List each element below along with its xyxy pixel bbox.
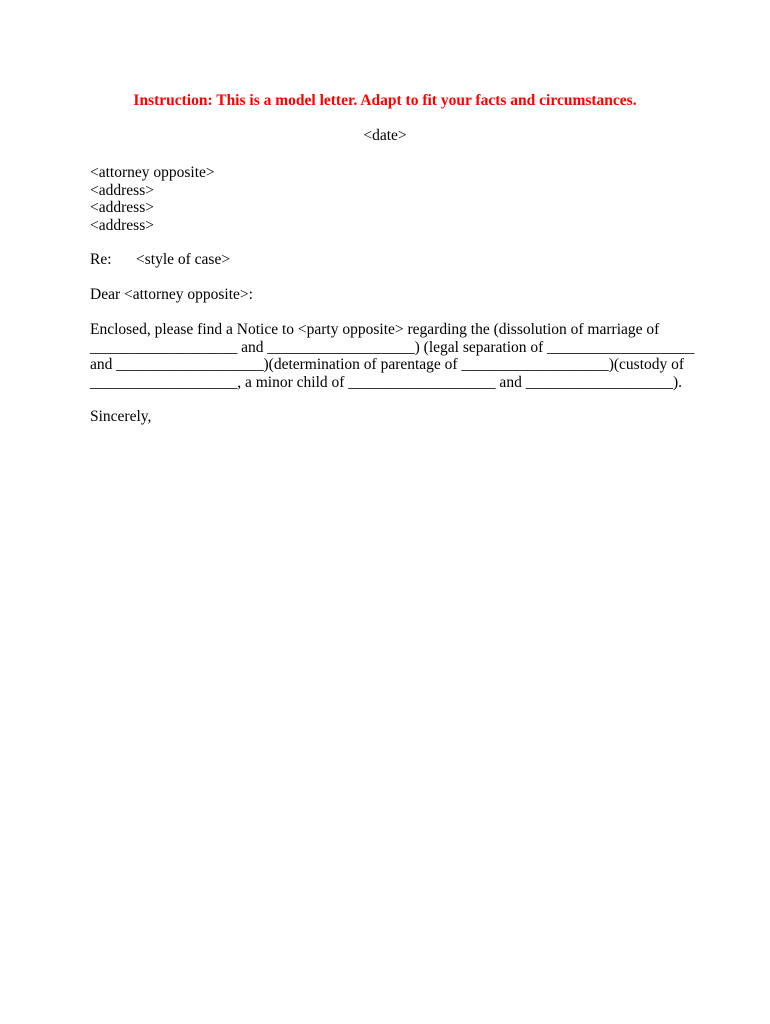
letter-date: <date> — [363, 127, 407, 144]
recipient-address-line-3: <address> — [90, 216, 154, 234]
re-label: Re: — [90, 251, 112, 268]
recipient-address-block — [90, 164, 680, 234]
recipient-address-line-2: <address> — [90, 199, 154, 216]
letter-body — [90, 321, 695, 391]
salutation: Dear <attorney opposite>: — [90, 286, 253, 303]
closing: Sincerely, — [90, 408, 152, 425]
body-line-3: and ___________________)(determination of parentage of ___________________)(custody of — [90, 356, 685, 373]
re-value: <style of case> — [136, 251, 231, 268]
re-line — [90, 251, 680, 269]
body-line-2: ___________________ and ___________________) (legal separation of ___________________ — [90, 338, 695, 356]
recipient-name: <attorney opposite> — [90, 164, 215, 181]
body-line-4: ___________________, a minor child of ___________________ and ___________________). — [90, 373, 682, 391]
instruction-note: Instruction: This is a model letter. Adapt to fit your facts and circumstances. — [133, 92, 637, 109]
body-line-1: Enclosed, please find a Notice to <party opposite> regarding the (dissolution of marriage of — [90, 321, 660, 338]
recipient-address-line-1: <address> — [90, 181, 154, 199]
